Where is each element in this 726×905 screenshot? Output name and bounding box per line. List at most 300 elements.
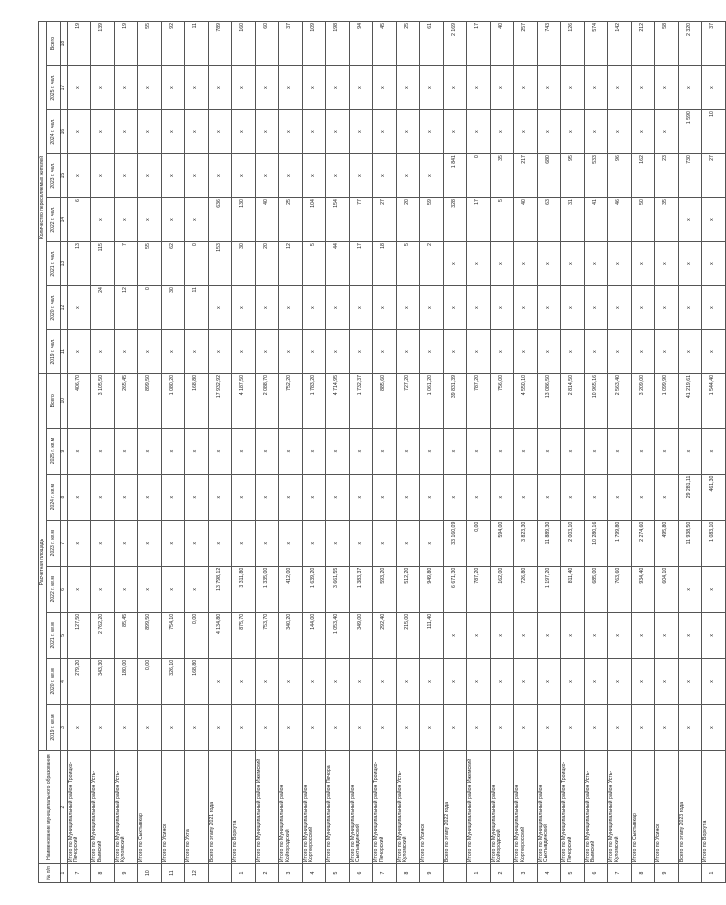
table-cell: 109 bbox=[302, 22, 326, 66]
table-cell: 40 bbox=[490, 22, 514, 66]
table-row bbox=[608, 22, 632, 883]
table-row bbox=[91, 22, 115, 883]
table-cell: х bbox=[232, 704, 256, 750]
table-cell: х bbox=[584, 286, 608, 330]
header-index-cell: 18 bbox=[61, 22, 68, 66]
table-cell: х bbox=[232, 658, 256, 704]
table-cell: 885,60 bbox=[373, 374, 397, 429]
table-cell: х bbox=[443, 612, 467, 658]
table-cell: 3 105,50 bbox=[91, 374, 115, 429]
header-year-col-14: 2022 г. чел. bbox=[47, 198, 61, 242]
row-number bbox=[443, 864, 467, 883]
table-cell: х bbox=[255, 330, 279, 374]
row-name: Итого по Ухта bbox=[185, 751, 209, 864]
row-number: 12 bbox=[185, 864, 209, 883]
table-cell: х bbox=[67, 474, 91, 520]
table-cell: х bbox=[420, 154, 444, 198]
table-cell: х bbox=[467, 242, 491, 286]
table-cell: х bbox=[702, 286, 726, 330]
table-cell: х bbox=[326, 704, 350, 750]
row-number: 3 bbox=[514, 864, 538, 883]
row-name: Итого по Муниципальный район Печора bbox=[326, 751, 350, 864]
table-cell: х bbox=[608, 110, 632, 154]
row-name: Итого по Муниципальный район Ижемский bbox=[255, 751, 279, 864]
table-cell: х bbox=[373, 658, 397, 704]
table-cell: х bbox=[91, 474, 115, 520]
row-number: 6 bbox=[349, 864, 373, 883]
table-cell: 126 bbox=[561, 22, 585, 66]
table-cell: х bbox=[702, 242, 726, 286]
table-cell: х bbox=[514, 658, 538, 704]
header-year-col-5: 2021 г. кв.м bbox=[47, 612, 61, 658]
table-cell: 1 639,20 bbox=[302, 566, 326, 612]
table-cell: х bbox=[608, 474, 632, 520]
table-row bbox=[373, 22, 397, 883]
table-cell: х bbox=[138, 428, 162, 474]
table-cell: х bbox=[490, 242, 514, 286]
table-cell: 7 bbox=[114, 242, 138, 286]
table-cell: х bbox=[608, 658, 632, 704]
table-cell: х bbox=[373, 154, 397, 198]
table-cell: х bbox=[678, 330, 702, 374]
table-cell: х bbox=[631, 474, 655, 520]
table-cell: х bbox=[67, 330, 91, 374]
table-cell: х bbox=[537, 330, 561, 374]
table-cell: х bbox=[185, 330, 209, 374]
table-cell: 30 bbox=[232, 242, 256, 286]
table-cell: 412,00 bbox=[279, 566, 303, 612]
table-cell: х bbox=[185, 428, 209, 474]
table-cell: х bbox=[302, 474, 326, 520]
table-cell: х bbox=[467, 658, 491, 704]
table-cell: 292,40 bbox=[373, 612, 397, 658]
table-cell: 142 bbox=[608, 22, 632, 66]
row-number: 7 bbox=[373, 864, 397, 883]
header-year-col-15: 2023 г. чел. bbox=[47, 154, 61, 198]
table-cell: 162 bbox=[631, 154, 655, 198]
table-cell: х bbox=[349, 658, 373, 704]
table-cell: х bbox=[302, 66, 326, 110]
row-name: Итого по Муниципальный район Троицко-Печорский bbox=[373, 751, 397, 864]
table-cell: 35 bbox=[490, 154, 514, 198]
table-cell: 154 bbox=[326, 198, 350, 242]
table-cell: 144,00 bbox=[302, 612, 326, 658]
header-year-col-18: Всего bbox=[47, 22, 61, 66]
table-cell: 1 799,80 bbox=[608, 520, 632, 566]
table-cell: х bbox=[349, 520, 373, 566]
table-cell: 326,10 bbox=[161, 658, 185, 704]
row-number: 1 bbox=[702, 864, 726, 883]
table-cell: 0,00 bbox=[185, 612, 209, 658]
table-cell: х bbox=[467, 428, 491, 474]
table-row bbox=[584, 22, 608, 883]
table-cell: 17 932,92 bbox=[208, 374, 232, 429]
table-cell: х bbox=[396, 658, 420, 704]
header-index-cell: 8 bbox=[61, 474, 68, 520]
table-cell: х bbox=[443, 428, 467, 474]
table-cell: х bbox=[114, 428, 138, 474]
table-cell: х bbox=[537, 286, 561, 330]
table-cell: 10 965,16 bbox=[584, 374, 608, 429]
header-index-cell: 5 bbox=[61, 612, 68, 658]
table-cell: х bbox=[490, 428, 514, 474]
row-number: 8 bbox=[396, 864, 420, 883]
table-cell: х bbox=[114, 110, 138, 154]
table-cell: х bbox=[208, 110, 232, 154]
table-row bbox=[514, 22, 538, 883]
table-cell: х bbox=[678, 612, 702, 658]
table-cell: х bbox=[208, 66, 232, 110]
table-cell: х bbox=[631, 658, 655, 704]
table-cell: х bbox=[326, 330, 350, 374]
table-cell: 139 bbox=[91, 22, 115, 66]
table-row bbox=[185, 22, 209, 883]
table-row bbox=[420, 22, 444, 883]
table-row bbox=[255, 22, 279, 883]
table-cell: х bbox=[114, 474, 138, 520]
table-cell: 95 bbox=[561, 154, 585, 198]
row-name: Итого по Воркута bbox=[232, 751, 256, 864]
table-cell: х bbox=[396, 520, 420, 566]
table-cell: 160 bbox=[232, 22, 256, 66]
table-cell: х bbox=[655, 612, 679, 658]
table-cell: х bbox=[302, 330, 326, 374]
table-cell: х bbox=[561, 66, 585, 110]
table-cell: 789 bbox=[208, 22, 232, 66]
table-cell: х bbox=[114, 704, 138, 750]
header-year-col-6: 2022 г. кв.м bbox=[47, 566, 61, 612]
table-cell: х bbox=[702, 330, 726, 374]
table-cell: х bbox=[631, 704, 655, 750]
table-cell: х bbox=[467, 474, 491, 520]
table-cell: 77 bbox=[349, 198, 373, 242]
table-cell: х bbox=[67, 428, 91, 474]
table-cell: х bbox=[67, 520, 91, 566]
table-cell: х bbox=[678, 704, 702, 750]
table-cell: 5 bbox=[396, 242, 420, 286]
row-number bbox=[208, 864, 232, 883]
table-cell: 4 187,50 bbox=[232, 374, 256, 429]
table-cell: х bbox=[161, 198, 185, 242]
table-cell: х bbox=[302, 110, 326, 154]
table-cell: х bbox=[655, 330, 679, 374]
table-cell: х bbox=[232, 428, 256, 474]
table-cell: х bbox=[584, 658, 608, 704]
table-cell: 11 938,50 bbox=[678, 520, 702, 566]
table-cell: 2 088,70 bbox=[255, 374, 279, 429]
table-cell: 59 bbox=[420, 198, 444, 242]
table-cell: 899,50 bbox=[138, 374, 162, 429]
table-cell: 811,40 bbox=[561, 566, 585, 612]
table-cell: х bbox=[161, 474, 185, 520]
table-cell: х bbox=[326, 658, 350, 704]
table-row bbox=[161, 22, 185, 883]
table-cell: 39 831,39 bbox=[443, 374, 467, 429]
table-cell: 153 bbox=[208, 242, 232, 286]
table-cell: х bbox=[302, 520, 326, 566]
table-cell: 2 274,60 bbox=[631, 520, 655, 566]
table-cell: 61 bbox=[420, 22, 444, 66]
table-cell: 2 762,20 bbox=[91, 612, 115, 658]
header-year-col-4: 2020 г. кв.м bbox=[47, 658, 61, 704]
table-cell: х bbox=[490, 110, 514, 154]
row-name: Итого по Муниципальный район Корткеросский bbox=[302, 751, 326, 864]
row-number: 7 bbox=[67, 864, 91, 883]
table-cell: 12 bbox=[114, 286, 138, 330]
table-cell: 875,70 bbox=[232, 612, 256, 658]
table-cell: х bbox=[514, 612, 538, 658]
table-cell: 594,00 bbox=[490, 520, 514, 566]
header-group-area: Расчетная площадь bbox=[39, 374, 47, 751]
table-cell: х bbox=[279, 658, 303, 704]
table-cell: х bbox=[443, 110, 467, 154]
table-cell: 3 311,80 bbox=[232, 566, 256, 612]
header-year-col-9: 2025 г. кв.м bbox=[47, 428, 61, 474]
table-cell: 104 bbox=[302, 198, 326, 242]
table-cell: х bbox=[232, 154, 256, 198]
table-cell: х bbox=[232, 66, 256, 110]
row-name: Итого по Муниципальный район Сыктывдинский bbox=[349, 751, 373, 864]
table-cell: х bbox=[208, 474, 232, 520]
table-cell: х bbox=[514, 110, 538, 154]
table-cell: 13 086,50 bbox=[537, 374, 561, 429]
table-cell: 162,00 bbox=[490, 566, 514, 612]
table-cell: 20 bbox=[255, 242, 279, 286]
table-cell: 37 bbox=[702, 22, 726, 66]
table-cell: х bbox=[561, 286, 585, 330]
table-cell: 752,20 bbox=[279, 374, 303, 429]
table-cell: х bbox=[537, 612, 561, 658]
table-cell: х bbox=[631, 286, 655, 330]
table-cell: х bbox=[467, 330, 491, 374]
table-cell: х bbox=[208, 330, 232, 374]
table-cell: 41 219,61 bbox=[678, 374, 702, 429]
table-cell: х bbox=[185, 520, 209, 566]
table-cell: х bbox=[490, 612, 514, 658]
table-cell: х bbox=[443, 658, 467, 704]
table-cell: х bbox=[138, 154, 162, 198]
table-cell: х bbox=[138, 704, 162, 750]
table-cell: х bbox=[514, 428, 538, 474]
table-cell: х bbox=[514, 286, 538, 330]
table-cell: 13 bbox=[67, 242, 91, 286]
table-cell: х bbox=[208, 704, 232, 750]
table-cell: х bbox=[232, 286, 256, 330]
table-cell: х bbox=[91, 566, 115, 612]
table-cell: х bbox=[67, 154, 91, 198]
table-cell: 18 bbox=[373, 242, 397, 286]
table-cell: х bbox=[302, 428, 326, 474]
table-cell: 168,80 bbox=[185, 374, 209, 429]
row-number: 3 bbox=[279, 864, 303, 883]
table-cell: 92 bbox=[161, 22, 185, 66]
table-cell: 574 bbox=[584, 22, 608, 66]
row-name: Всего по этапу 2023 года bbox=[678, 751, 702, 864]
table-cell: х bbox=[490, 704, 514, 750]
table-cell: х bbox=[443, 474, 467, 520]
table-cell: х bbox=[326, 474, 350, 520]
table-cell: х bbox=[138, 330, 162, 374]
table-cell: х bbox=[279, 474, 303, 520]
table-cell: 754,10 bbox=[161, 612, 185, 658]
row-name: Итого по Воркута bbox=[702, 751, 726, 864]
table-cell: х bbox=[702, 612, 726, 658]
header-number: № п/п bbox=[39, 864, 61, 883]
table-cell: х bbox=[514, 330, 538, 374]
table-cell: 257 bbox=[514, 22, 538, 66]
row-number: 9 bbox=[114, 864, 138, 883]
table-cell: х bbox=[443, 704, 467, 750]
table-cell: х bbox=[208, 658, 232, 704]
table-cell: х bbox=[326, 520, 350, 566]
table-cell: 23 bbox=[655, 154, 679, 198]
table-cell: х bbox=[114, 66, 138, 110]
table-cell: 0 bbox=[185, 242, 209, 286]
table-cell: 328 bbox=[443, 198, 467, 242]
table-cell: х bbox=[443, 286, 467, 330]
table-cell: 40 bbox=[255, 198, 279, 242]
table-cell: х bbox=[91, 520, 115, 566]
table-cell: 12 bbox=[279, 242, 303, 286]
header-index-cell: 4 bbox=[61, 658, 68, 704]
header-index-cell: 2 bbox=[61, 751, 68, 864]
table-cell: х bbox=[279, 66, 303, 110]
table-cell: 5 bbox=[490, 198, 514, 242]
table-cell: х bbox=[420, 474, 444, 520]
table-cell: х bbox=[255, 474, 279, 520]
table-cell: 3 823,30 bbox=[514, 520, 538, 566]
table-cell: 899,50 bbox=[138, 612, 162, 658]
table-cell: 11 889,30 bbox=[537, 520, 561, 566]
row-number: 2 bbox=[490, 864, 514, 883]
table-cell: х bbox=[349, 286, 373, 330]
header-year-col-3: 2019 г. кв.м bbox=[47, 704, 61, 750]
table-row bbox=[349, 22, 373, 883]
table-cell: 461,30 bbox=[702, 474, 726, 520]
table-cell: х bbox=[208, 428, 232, 474]
table-cell: х bbox=[490, 286, 514, 330]
table-cell: 111,40 bbox=[420, 612, 444, 658]
table-cell: х bbox=[396, 110, 420, 154]
table-cell: 11 bbox=[185, 22, 209, 66]
table-cell: 265,45 bbox=[114, 374, 138, 429]
table-cell: 2 003,10 bbox=[561, 520, 585, 566]
header-year-col-7: 2023 г. кв.м bbox=[47, 520, 61, 566]
table-cell: х bbox=[655, 428, 679, 474]
table-cell: х bbox=[420, 428, 444, 474]
row-name: Итого по Муниципальный район Троицко-Печорский bbox=[561, 751, 585, 864]
table-cell: х bbox=[396, 474, 420, 520]
table-cell: х bbox=[349, 110, 373, 154]
table-cell: х bbox=[208, 520, 232, 566]
table-cell: х bbox=[561, 242, 585, 286]
row-name: Всего по этапу 2021 года bbox=[208, 751, 232, 864]
table-cell: х bbox=[373, 110, 397, 154]
table-cell: х bbox=[67, 566, 91, 612]
table-cell: х bbox=[91, 154, 115, 198]
table-row bbox=[396, 22, 420, 883]
table-cell: х bbox=[467, 286, 491, 330]
table-cell: х bbox=[396, 286, 420, 330]
header-index-cell: 16 bbox=[61, 110, 68, 154]
table-cell: 29 281,11 bbox=[678, 474, 702, 520]
table-cell: х bbox=[138, 520, 162, 566]
table-cell: х bbox=[91, 198, 115, 242]
table-cell: х bbox=[561, 704, 585, 750]
table-row bbox=[208, 22, 232, 883]
table-cell: 685,00 bbox=[584, 566, 608, 612]
table-cell: х bbox=[490, 330, 514, 374]
table-cell: х bbox=[185, 704, 209, 750]
table-cell: х bbox=[396, 704, 420, 750]
table-cell: х bbox=[420, 330, 444, 374]
table-cell: х bbox=[514, 66, 538, 110]
table-cell: х bbox=[114, 154, 138, 198]
row-number: 9 bbox=[655, 864, 679, 883]
table-cell: х bbox=[279, 704, 303, 750]
row-number: 2 bbox=[255, 864, 279, 883]
row-number: 11 bbox=[161, 864, 185, 883]
table-cell: х bbox=[373, 474, 397, 520]
table-cell: 6 bbox=[67, 198, 91, 242]
row-name: Итого по Муниципальный район Койгородский bbox=[490, 751, 514, 864]
row-number: 4 bbox=[537, 864, 561, 883]
table-cell: х bbox=[279, 286, 303, 330]
row-name: Итого по Муниципальный район Троицко-Печорский bbox=[67, 751, 91, 864]
table-cell: х bbox=[255, 286, 279, 330]
table-cell: х bbox=[326, 154, 350, 198]
table-cell: х bbox=[373, 428, 397, 474]
table-cell: х bbox=[420, 66, 444, 110]
table-cell: х bbox=[537, 658, 561, 704]
table-cell: 349,00 bbox=[349, 612, 373, 658]
table-cell: 2 320 bbox=[678, 22, 702, 66]
table-cell: х bbox=[208, 286, 232, 330]
header-year-col-12: 2020 г. чел. bbox=[47, 286, 61, 330]
table-cell: х bbox=[655, 242, 679, 286]
table-cell: х bbox=[161, 566, 185, 612]
table-row bbox=[67, 22, 91, 883]
table-cell: 2 bbox=[420, 242, 444, 286]
table-cell: 6 671,30 bbox=[443, 566, 467, 612]
table-cell: 46 bbox=[608, 198, 632, 242]
table-cell: х bbox=[349, 66, 373, 110]
table-cell: х bbox=[537, 704, 561, 750]
table-cell: 1 080,20 bbox=[161, 374, 185, 429]
table-cell: х bbox=[514, 474, 538, 520]
table-cell: 495,80 bbox=[655, 520, 679, 566]
table-cell: х bbox=[396, 428, 420, 474]
table-cell: х bbox=[420, 658, 444, 704]
table-cell: х bbox=[114, 566, 138, 612]
header-index-cell: 3 bbox=[61, 704, 68, 750]
table-cell: х bbox=[396, 330, 420, 374]
table-cell: х bbox=[396, 66, 420, 110]
table-cell: х bbox=[678, 428, 702, 474]
table-cell: х bbox=[655, 704, 679, 750]
table-cell: 58 bbox=[655, 22, 679, 66]
table-cell: х bbox=[608, 704, 632, 750]
table-cell: х bbox=[91, 704, 115, 750]
table-cell: х bbox=[255, 520, 279, 566]
table-cell: 17 bbox=[467, 198, 491, 242]
table-cell: х bbox=[443, 242, 467, 286]
table-cell: х bbox=[114, 198, 138, 242]
table-cell: 2 814,50 bbox=[561, 374, 585, 429]
table-cell: 1 197,20 bbox=[537, 566, 561, 612]
table-cell: 1 083,10 bbox=[702, 520, 726, 566]
table-cell: 1 590 bbox=[678, 110, 702, 154]
